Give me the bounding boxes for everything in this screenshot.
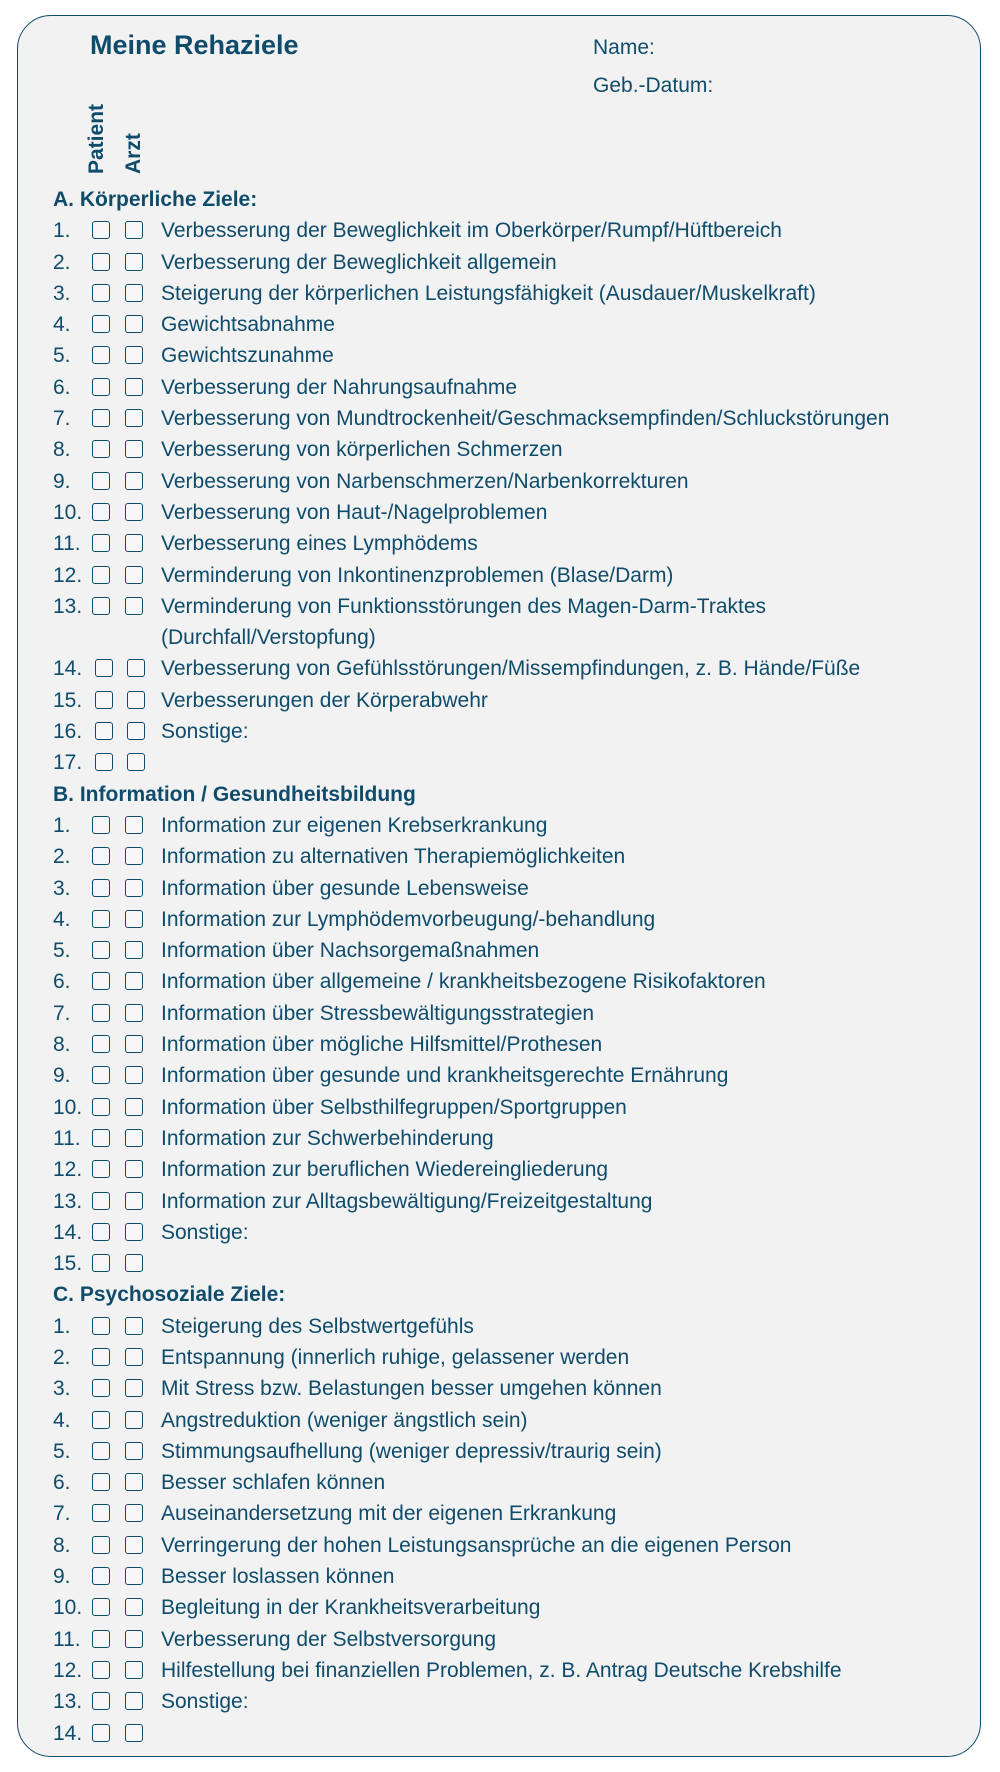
patient-checkbox[interactable] (92, 503, 110, 521)
goal-row (0, 1467, 1000, 1498)
goal-number: 4. (53, 313, 71, 337)
goal-number: 14. (53, 657, 83, 681)
goal-label-text: Auseinandersetzung mit der eigenen Erkrankung (161, 1502, 617, 1526)
goal-label-text: Sonstige: (161, 1220, 249, 1244)
goal-row (0, 340, 1000, 371)
arzt-checkbox[interactable] (125, 1223, 143, 1241)
arzt-checkbox[interactable] (125, 879, 143, 897)
patient-checkbox[interactable] (92, 284, 110, 302)
goal-label (161, 1029, 990, 1060)
goal-row (0, 497, 1000, 528)
patient-checkbox[interactable] (92, 409, 110, 427)
goal-label-text: Stimmungsaufhellung (weniger depressiv/traurig sein) (161, 1439, 662, 1463)
goal-label (161, 904, 990, 935)
goal-row (0, 1092, 1000, 1123)
patient-checkbox[interactable] (92, 1536, 110, 1554)
goal-label-text: Besser loslassen können (161, 1565, 395, 1589)
goal-label-text: Steigerung der körperlichen Leistungsfähigkeit (Ausdauer/Muskelkraft) (161, 281, 816, 305)
goal-row (0, 215, 1000, 246)
goal-row (0, 1248, 1000, 1279)
goal-number: 6. (53, 1471, 71, 1495)
arzt-checkbox[interactable] (125, 1160, 143, 1178)
goal-label (161, 1467, 990, 1498)
goal-row (0, 1436, 1000, 1467)
goal-label-text: Steigerung des Selbstwertgefühls (161, 1314, 474, 1338)
goal-number: 7. (53, 1001, 71, 1025)
goal-row (0, 1718, 1000, 1749)
patient-checkbox[interactable] (92, 221, 110, 239)
goal-row (0, 653, 1000, 684)
goal-row (0, 841, 1000, 872)
goal-number: 9. (53, 469, 71, 493)
goal-row (0, 1186, 1000, 1217)
patient-checkbox[interactable] (92, 1160, 110, 1178)
goal-label (161, 935, 990, 966)
goal-label-text: Begleitung in der Krankheitsverarbeitung (161, 1596, 541, 1620)
goal-row (0, 1060, 1000, 1091)
goal-row (0, 1624, 1000, 1655)
patient-checkbox[interactable] (92, 1348, 110, 1366)
goal-row (0, 591, 1000, 654)
patient-checkbox[interactable] (92, 440, 110, 458)
arzt-checkbox[interactable] (125, 253, 143, 271)
goal-label-text: Verbesserung der Selbstversorgung (161, 1627, 497, 1651)
arzt-checkbox[interactable] (125, 1567, 143, 1585)
goal-row (0, 466, 1000, 497)
arzt-checkbox[interactable] (125, 1536, 143, 1554)
goal-label-text: Information über mögliche Hilfsmittel/Prothesen (161, 1033, 603, 1057)
arzt-checkbox[interactable] (125, 440, 143, 458)
goal-row (0, 716, 1000, 747)
goal-section (0, 779, 1000, 1280)
birthdate-label: Geb.-Datum: (593, 74, 714, 97)
arzt-checkbox[interactable] (125, 1379, 143, 1397)
arzt-checkbox[interactable] (125, 1692, 143, 1710)
goal-number: 11. (53, 1126, 81, 1150)
goal-label (161, 247, 990, 278)
goal-number: 8. (53, 1033, 71, 1057)
goal-label-text: Information über Selbsthilfegruppen/Sportgruppen (161, 1095, 627, 1119)
patient-checkbox[interactable] (95, 659, 113, 677)
goal-label-text: Information über gesunde und krankheitsgerechte Ernährung (161, 1064, 729, 1088)
arzt-checkbox[interactable] (127, 691, 145, 709)
goal-label-text: Verbesserungen der Körperabwehr (161, 688, 488, 712)
goal-number: 15. (53, 688, 83, 712)
patient-checkbox[interactable] (92, 566, 110, 584)
goal-label (161, 1405, 990, 1436)
name-label: Name: (593, 36, 655, 59)
goal-label (161, 1436, 990, 1467)
goal-row (0, 372, 1000, 403)
goal-label-text: Verbesserung der Beweglichkeit allgemein (161, 250, 557, 274)
patient-checkbox[interactable] (92, 1504, 110, 1522)
goal-row (0, 1530, 1000, 1561)
goal-number: 10. (53, 500, 83, 524)
goal-number: 2. (53, 845, 71, 869)
goal-number: 16. (53, 720, 83, 744)
goal-label (161, 1498, 990, 1529)
patient-checkbox[interactable] (92, 1661, 110, 1679)
goal-number: 11. (53, 1627, 81, 1651)
patient-checkbox[interactable] (92, 1004, 110, 1022)
goal-number: 10. (53, 1095, 83, 1119)
page-title: Meine Rehaziele (90, 30, 299, 60)
goal-number: 13. (53, 1189, 83, 1213)
goal-row (0, 935, 1000, 966)
goal-row (0, 1123, 1000, 1154)
goal-label-text: Mit Stress bzw. Belastungen besser umgehen können (161, 1377, 662, 1401)
patient-checkbox[interactable] (95, 722, 113, 740)
goal-number: 3. (53, 876, 71, 900)
patient-checkbox[interactable] (92, 1254, 110, 1272)
goal-number: 2. (53, 1345, 71, 1369)
goal-number: 7. (53, 407, 71, 431)
arzt-checkbox[interactable] (125, 847, 143, 865)
goal-number: 5. (53, 939, 71, 963)
arzt-checkbox[interactable] (125, 1066, 143, 1084)
arzt-checkbox[interactable] (125, 1129, 143, 1147)
patient-checkbox[interactable] (92, 1317, 110, 1335)
goal-label (161, 1092, 990, 1123)
goal-label (161, 966, 990, 997)
goal-row (0, 1561, 1000, 1592)
arzt-checkbox[interactable] (125, 1598, 143, 1616)
goal-label (161, 685, 990, 716)
arzt-checkbox[interactable] (125, 1411, 143, 1429)
goal-label (161, 1655, 990, 1686)
goal-number: 3. (53, 281, 71, 305)
goal-row (0, 1154, 1000, 1185)
patient-checkbox[interactable] (92, 1129, 110, 1147)
patient-checkbox[interactable] (95, 753, 113, 771)
arzt-checkbox[interactable] (125, 221, 143, 239)
patient-checkbox[interactable] (92, 1098, 110, 1116)
arzt-checkbox[interactable] (127, 722, 145, 740)
patient-checkbox[interactable] (92, 1598, 110, 1616)
goal-label (161, 1217, 990, 1248)
column-header-arzt: Arzt (122, 133, 145, 174)
goal-label-text: Sonstige: (161, 720, 249, 744)
goal-row (0, 1217, 1000, 1248)
goal-number: 6. (53, 970, 71, 994)
patient-checkbox[interactable] (92, 534, 110, 552)
patient-checkbox[interactable] (92, 1692, 110, 1710)
goal-number: 1. (53, 1314, 71, 1338)
arzt-checkbox[interactable] (125, 1504, 143, 1522)
goal-label (161, 1624, 990, 1655)
goal-label (161, 215, 990, 246)
goal-row (0, 1311, 1000, 1342)
goal-label-text: Verbesserung eines Lymphödems (161, 532, 478, 556)
goal-label (161, 1686, 990, 1717)
goal-number: 1. (53, 219, 71, 243)
goal-number: 4. (53, 1408, 71, 1432)
arzt-checkbox[interactable] (127, 659, 145, 677)
goal-label (161, 1186, 990, 1217)
arzt-checkbox[interactable] (125, 597, 143, 615)
arzt-checkbox[interactable] (125, 816, 143, 834)
goal-label-text: Besser schlafen können (161, 1471, 386, 1495)
goal-number: 15. (53, 1252, 83, 1276)
goal-row (0, 1405, 1000, 1436)
patient-checkbox[interactable] (95, 691, 113, 709)
goal-label-text: Verbesserung von Haut-/Nagelproblemen (161, 500, 548, 524)
patient-checkbox[interactable] (92, 879, 110, 897)
section-title: C. Psychosoziale Ziele: (53, 1283, 286, 1307)
arzt-checkbox[interactable] (125, 346, 143, 364)
section-title: B. Information / Gesundheitsbildung (53, 782, 416, 806)
goal-row (0, 1592, 1000, 1623)
goal-row (0, 1655, 1000, 1686)
goal-number: 13. (53, 1690, 83, 1714)
goal-label-text: Gewichtszunahme (161, 344, 334, 368)
goal-label (161, 309, 990, 340)
goal-row (0, 1373, 1000, 1404)
goal-label (161, 810, 990, 841)
arzt-checkbox[interactable] (125, 315, 143, 333)
goal-number: 7. (53, 1502, 71, 1526)
goal-row (0, 998, 1000, 1029)
goal-label (161, 841, 990, 872)
goal-label-text: Verminderung von Inkontinenzproblemen (Blase/Darm) (161, 563, 674, 587)
arzt-checkbox[interactable] (125, 1473, 143, 1491)
goal-label (161, 653, 990, 684)
goal-number: 2. (53, 250, 71, 274)
patient-checkbox[interactable] (92, 472, 110, 490)
arzt-checkbox[interactable] (125, 1098, 143, 1116)
arzt-checkbox[interactable] (125, 1442, 143, 1460)
patient-checkbox[interactable] (92, 941, 110, 959)
arzt-checkbox[interactable] (125, 910, 143, 928)
goal-label-text: Verbesserung von Mundtrockenheit/Geschmacksempfinden/Schluckstörungen (161, 407, 890, 431)
goal-row (0, 1342, 1000, 1373)
patient-checkbox[interactable] (92, 378, 110, 396)
goal-number: 12. (53, 1658, 83, 1682)
patient-checkbox[interactable] (92, 1223, 110, 1241)
goal-label (161, 1123, 990, 1154)
goal-label-text: Entspannung (innerlich ruhige, gelassener werden (161, 1345, 630, 1369)
arzt-checkbox[interactable] (125, 409, 143, 427)
goal-label (161, 1154, 990, 1185)
goal-number: 3. (53, 1377, 71, 1401)
goal-label (161, 340, 990, 371)
goal-label-text: Information über gesunde Lebensweise (161, 876, 529, 900)
goal-label-text: Information zur beruflichen Wiedereingliederung (161, 1158, 609, 1182)
goal-row (0, 403, 1000, 434)
patient-checkbox[interactable] (92, 1473, 110, 1491)
goal-label-text: Verbesserung der Nahrungsaufnahme (161, 375, 518, 399)
arzt-checkbox[interactable] (125, 566, 143, 584)
goal-row (0, 309, 1000, 340)
goal-row (0, 278, 1000, 309)
arzt-checkbox[interactable] (125, 1317, 143, 1335)
goal-number: 14. (53, 1721, 83, 1745)
goal-row (0, 528, 1000, 559)
goal-number: 5. (53, 344, 71, 368)
goal-row (0, 966, 1000, 997)
patient-checkbox[interactable] (92, 1442, 110, 1460)
goal-label-text: Information über Stressbewältigungsstrategien (161, 1001, 595, 1025)
arzt-checkbox[interactable] (125, 1035, 143, 1053)
goal-row (0, 747, 1000, 778)
arzt-checkbox[interactable] (125, 972, 143, 990)
patient-checkbox[interactable] (92, 253, 110, 271)
patient-checkbox[interactable] (92, 1035, 110, 1053)
arzt-checkbox[interactable] (125, 1630, 143, 1648)
arzt-checkbox[interactable] (125, 1254, 143, 1272)
arzt-checkbox[interactable] (125, 534, 143, 552)
goal-label-text: Verbesserung von körperlichen Schmerzen (161, 438, 563, 462)
goal-section (0, 184, 1000, 779)
goal-label (161, 998, 990, 1029)
patient-checkbox[interactable] (92, 1379, 110, 1397)
goal-row (0, 685, 1000, 716)
patient-checkbox[interactable] (92, 1567, 110, 1585)
goal-label-text: Verbesserung von Gefühlsstörungen/Missempfindungen, z. B. Hände/Füße (161, 657, 861, 681)
column-header-patient: Patient (85, 103, 108, 174)
goal-section (0, 1279, 1000, 1748)
goal-label (161, 560, 990, 591)
goal-number: 5. (53, 1439, 71, 1463)
goal-number: 8. (53, 438, 71, 462)
goal-label-text: Information über allgemeine / krankheitsbezogene Risikofaktoren (161, 970, 766, 994)
goal-label (161, 591, 990, 654)
goal-label-text: Gewichtsabnahme (161, 313, 335, 337)
goal-label (161, 497, 990, 528)
goal-label (161, 403, 990, 434)
goal-label-text: Angstreduktion (weniger ängstlich sein) (161, 1408, 528, 1432)
patient-checkbox[interactable] (92, 1066, 110, 1084)
patient-checkbox[interactable] (92, 346, 110, 364)
goal-label (161, 372, 990, 403)
goal-label (161, 1592, 990, 1623)
patient-checkbox[interactable] (92, 597, 110, 615)
goal-row (0, 1498, 1000, 1529)
goal-row (0, 873, 1000, 904)
goal-number: 9. (53, 1565, 71, 1589)
patient-checkbox[interactable] (92, 1630, 110, 1648)
goal-label-text: Information zur Lymphödemvorbeugung/-behandlung (161, 907, 656, 931)
goal-number: 6. (53, 375, 71, 399)
goal-label (161, 528, 990, 559)
patient-checkbox[interactable] (92, 1192, 110, 1210)
goal-row (0, 247, 1000, 278)
patient-checkbox[interactable] (92, 910, 110, 928)
goal-row (0, 1686, 1000, 1717)
goal-label (161, 1530, 990, 1561)
goal-number: 12. (53, 563, 83, 587)
goal-label-text: Sonstige: (161, 1690, 249, 1714)
arzt-checkbox[interactable] (125, 284, 143, 302)
goal-label-text: Verbesserung von Narbenschmerzen/Narbenkorrekturen (161, 469, 689, 493)
goal-label-text: Information zur Alltagsbewältigung/Freizeitgestaltung (161, 1189, 653, 1213)
goal-label (161, 716, 990, 747)
goal-label (161, 466, 990, 497)
goal-row (0, 560, 1000, 591)
arzt-checkbox[interactable] (125, 1004, 143, 1022)
goal-row (0, 1029, 1000, 1060)
arzt-checkbox[interactable] (125, 1192, 143, 1210)
goal-label (161, 1060, 990, 1091)
goal-number: 17. (53, 751, 83, 775)
goal-label (161, 278, 990, 309)
arzt-checkbox[interactable] (125, 1724, 143, 1742)
goal-label-continuation: (Durchfall/Verstopfung) (161, 626, 376, 650)
arzt-checkbox[interactable] (127, 753, 145, 771)
arzt-checkbox[interactable] (125, 378, 143, 396)
goal-number: 11. (53, 532, 81, 556)
patient-checkbox[interactable] (92, 972, 110, 990)
goal-number: 8. (53, 1533, 71, 1557)
goal-label (161, 1342, 990, 1373)
goal-label-text: Hilfestellung bei finanziellen Problemen, z. B. Antrag Deutsche Krebshilfe (161, 1658, 842, 1682)
goal-label (161, 873, 990, 904)
goal-label-text: Verringerung der hohen Leistungsansprüche an die eigenen Person (161, 1533, 792, 1557)
goal-row (0, 434, 1000, 465)
patient-checkbox[interactable] (92, 1411, 110, 1429)
goal-number: 1. (53, 813, 71, 837)
arzt-checkbox[interactable] (125, 1661, 143, 1679)
goal-label-text: Information zur eigenen Krebserkrankung (161, 813, 548, 837)
arzt-checkbox[interactable] (125, 472, 143, 490)
goal-number: 12. (53, 1158, 83, 1182)
goal-label (161, 1561, 990, 1592)
patient-checkbox[interactable] (92, 1724, 110, 1742)
goal-number: 9. (53, 1064, 71, 1088)
goal-label-text: Information zu alternativen Therapiemöglichkeiten (161, 845, 626, 869)
section-title: A. Körperliche Ziele: (53, 188, 258, 211)
goal-label-text: Verminderung von Funktionsstörungen des Magen-Darm-Traktes (161, 594, 767, 618)
patient-checkbox[interactable] (92, 847, 110, 865)
arzt-checkbox[interactable] (125, 1348, 143, 1366)
goal-label (161, 1373, 990, 1404)
goal-number: 14. (53, 1220, 83, 1244)
goal-number: 4. (53, 907, 71, 931)
goal-label-text: Information über Nachsorgemaßnahmen (161, 939, 540, 963)
goal-label (161, 1311, 990, 1342)
goal-number: 10. (53, 1596, 83, 1620)
goal-row (0, 810, 1000, 841)
goal-number: 13. (53, 594, 83, 618)
goal-label-text: Information zur Schwerbehinderung (161, 1126, 494, 1150)
arzt-checkbox[interactable] (125, 503, 143, 521)
arzt-checkbox[interactable] (125, 941, 143, 959)
goal-row (0, 904, 1000, 935)
goal-label (161, 434, 990, 465)
goal-sections (0, 184, 1000, 1749)
patient-checkbox[interactable] (92, 816, 110, 834)
patient-checkbox[interactable] (92, 315, 110, 333)
goal-label-text: Verbesserung der Beweglichkeit im Oberkörper/Rumpf/Hüftbereich (161, 219, 782, 243)
